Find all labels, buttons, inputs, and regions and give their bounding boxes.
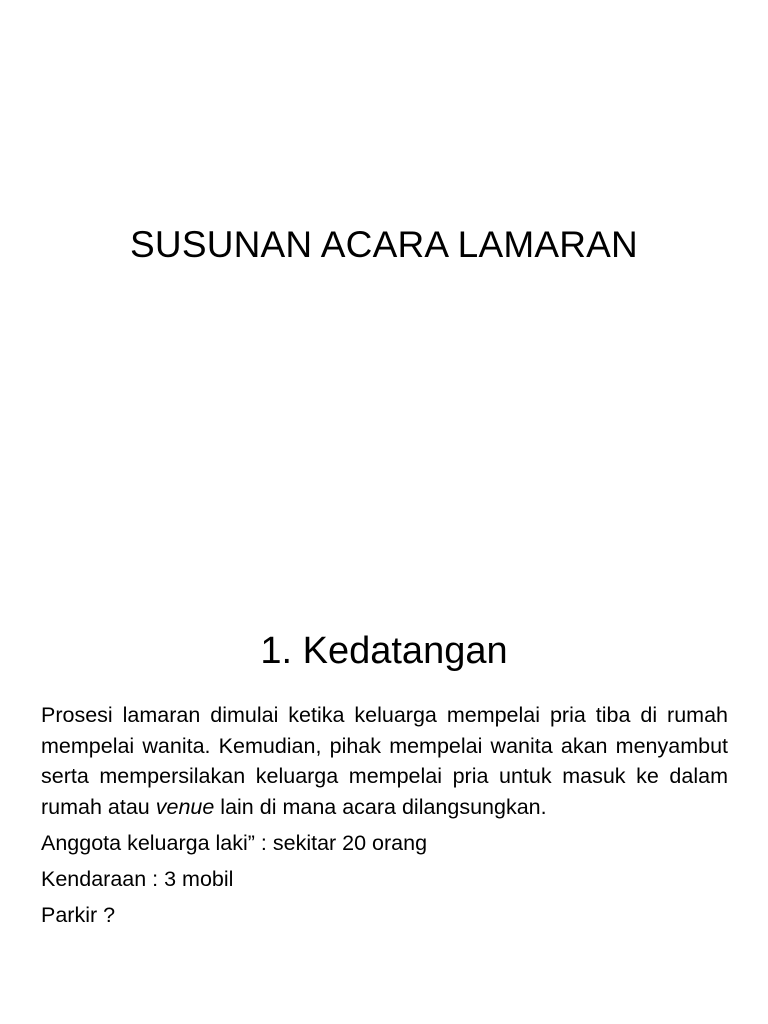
detail-line-family-members: Anggota keluarga laki” : sekitar 20 orang (41, 831, 428, 855)
paragraph-italic-word: venue (155, 794, 215, 819)
detail-line-parking: Parkir ? (41, 903, 116, 927)
slide-body (41, 700, 728, 930)
paragraph-text-end: lain di mana acara dilangsungkan. (214, 794, 547, 819)
section-heading: 1. Kedatangan (260, 630, 508, 672)
slide-title: SUSUNAN ACARA LAMARAN (130, 224, 638, 265)
detail-line-vehicles: Kendaraan : 3 mobil (41, 867, 234, 891)
content-slide (0, 512, 768, 1024)
paragraph-text-start: Prosesi lamaran dimulai ketika keluarga mempelai pria tiba di rumah mempelai wanita. Kemudian, pihak mempelai wanita akan menyambut serta mempersilakan keluarga mempelai pria untuk masuk ke dalam rumah atau (41, 703, 728, 819)
intro-paragraph (41, 700, 728, 822)
